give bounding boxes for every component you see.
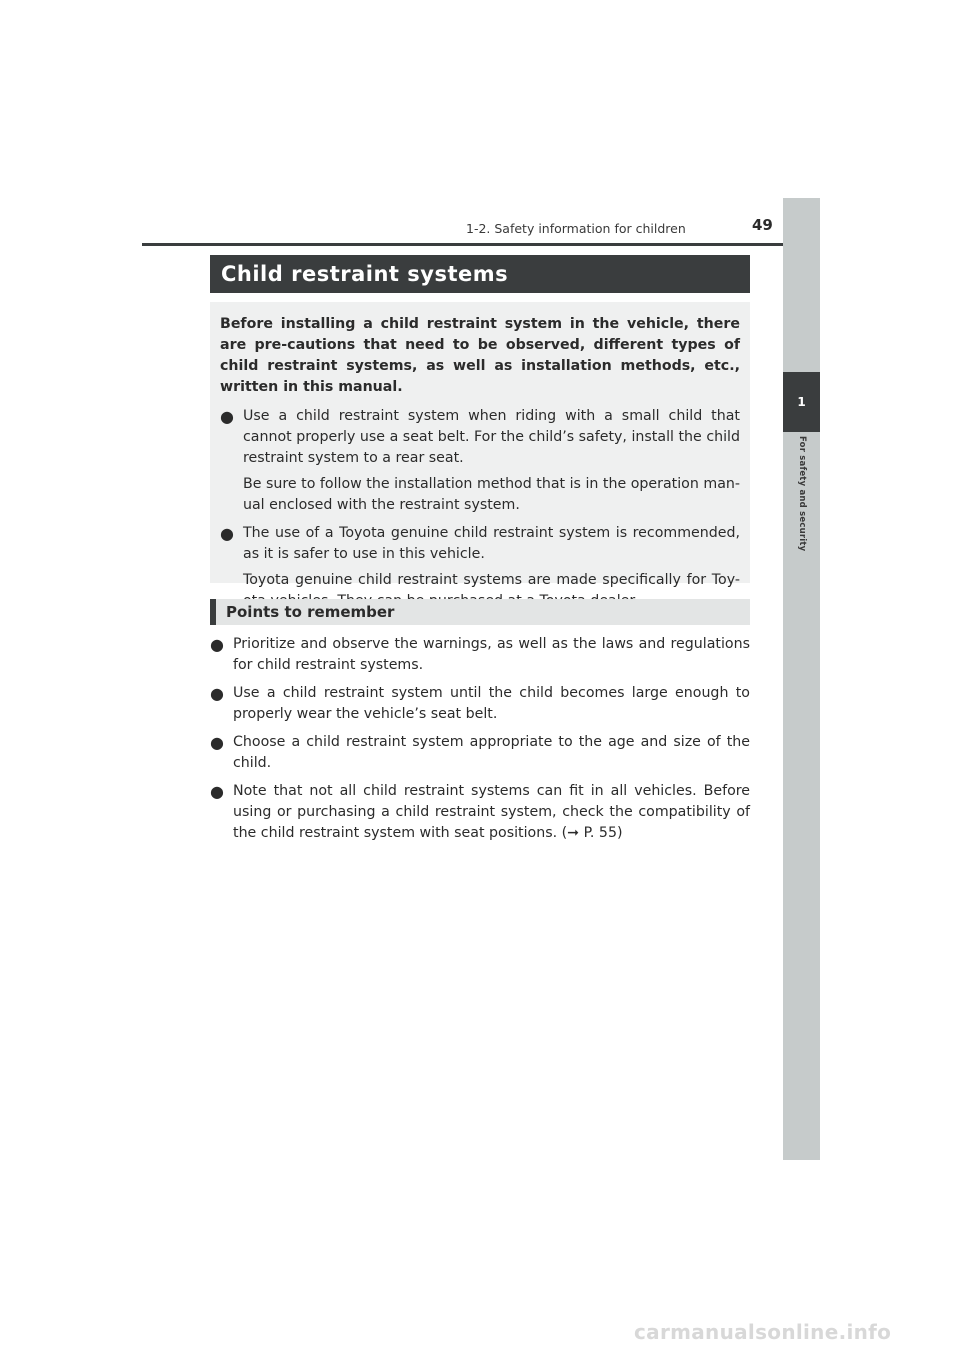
bullet-subtext: Be sure to follow the installation method that is in the operation man-ual enclosed with the restraint system.: [243, 476, 740, 513]
points-list-item: [210, 781, 750, 844]
bullet-text-after-link: ): [617, 825, 623, 841]
intro-box: [210, 302, 750, 588]
points-list-item: [210, 732, 750, 774]
chapter-label: For safety and security: [797, 436, 807, 552]
page-title: Child restraint systems: [210, 255, 750, 293]
section-header: 1-2. Safety information for children: [466, 221, 686, 236]
bullet-icon: ●: [220, 524, 234, 543]
bullet-icon: ●: [210, 635, 224, 654]
bullet-text: [233, 781, 750, 844]
page-reference-arrow-icon[interactable]: ➞: [567, 825, 580, 841]
points-list: [210, 634, 750, 844]
bullet-text: Use a child restraint system until the child becomes large enough to properly wear the vehicle’s seat belt.: [233, 685, 750, 722]
watermark: carmanualsonline.info: [634, 1320, 892, 1344]
intro-bullet-item: [220, 406, 740, 516]
bullet-icon: ●: [210, 782, 224, 801]
page-number: 49: [752, 216, 773, 234]
chapter-number-tab[interactable]: 1: [783, 372, 820, 432]
bullet-icon: ●: [210, 733, 224, 752]
bullet-icon: ●: [220, 407, 234, 426]
bullet-subtext: Toyota genuine child restraint systems are made specifically for Toy-: [243, 572, 740, 588]
points-heading: Points to remember: [210, 599, 750, 625]
header-divider: [142, 243, 820, 246]
bullet-text-before-link: Note that not all child restraint systems can fit in all vehicles. Before using or purchasing a child restraint system, check the compatibility of the child restraint system with seat positions. (: [233, 783, 750, 841]
points-list-item: [210, 683, 750, 725]
points-list-item: [210, 634, 750, 676]
chapter-side-tab: [783, 198, 820, 1160]
bullet-text: Use a child restraint system when riding with a small child that cannot properly use a seat belt. For the child’s safety, install the child restraint system to a rear seat.: [243, 408, 740, 466]
bullet-text: Choose a child restraint system appropriate to the age and size of the child.: [233, 734, 750, 771]
page-reference-link[interactable]: P. 55: [579, 825, 617, 841]
intro-lead-text: Before installing a child restraint system in the vehicle, there are pre-cautions that need to be observed, different types of child restraint systems, as well as installation methods, etc., written in this manual.: [220, 316, 740, 395]
bullet-text: Prioritize and observe the warnings, as well as the laws and regulations for child restraint systems.: [233, 636, 750, 673]
bullet-icon: ●: [210, 684, 224, 703]
bullet-text: The use of a Toyota genuine child restraint system is recommended, as it is safer to use in this vehicle.: [243, 525, 740, 562]
